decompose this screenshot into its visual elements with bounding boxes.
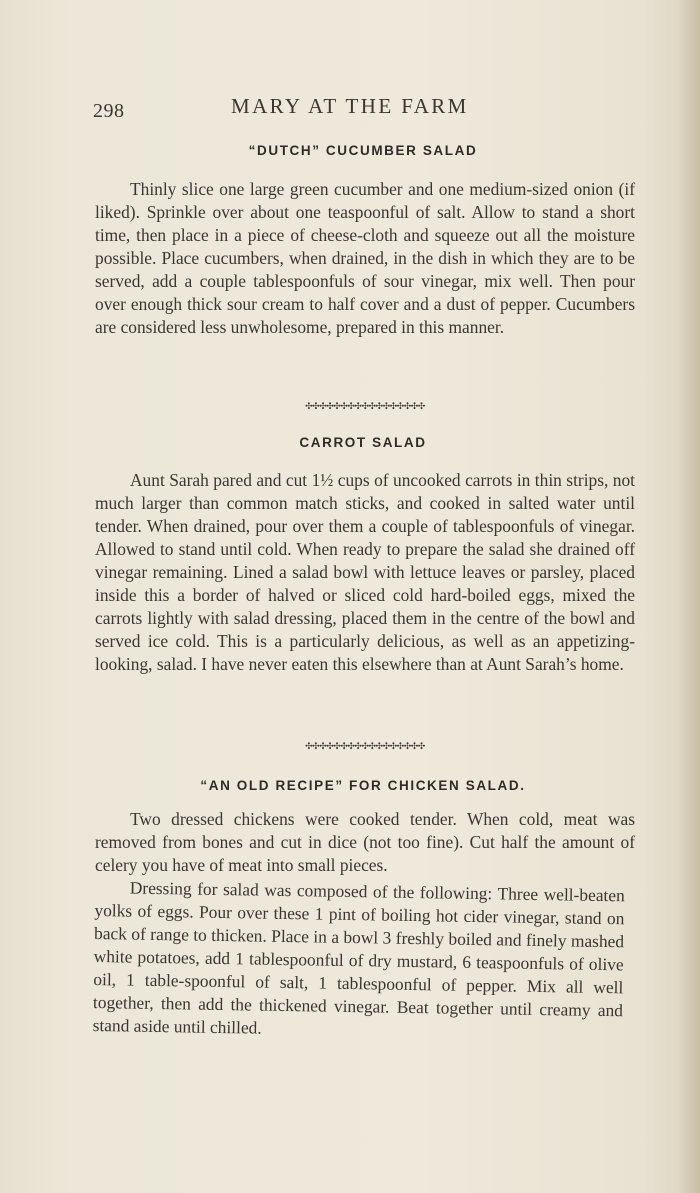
ornament-divider: ✣✣✣✣✣✣✣✣✣✣✣✣✣✣✣✣✣: [305, 402, 425, 412]
paragraph-dutch-cucumber-salad: Thinly slice one large green cucumber and one medium-sized onion (if liked). Sprinkle over about one teaspoonful of salt. Allow to stand a short time, then place in a piece of cheese-cloth and squeeze out all the moisture possible. Place cucumbers, when drained, in the dish in which they are to be served, add a couple tablespoonfuls of sour vinegar, mix well. Then pour over enough thick sour cream to half cover and a dust of pepper. Cucumbers are considered less unwholesome, prepared in this manner.: [95, 179, 635, 337]
running-head: [93, 92, 633, 122]
paragraph-chicken-salad-1: Two dressed chickens were cooked tender. When cold, meat was removed from bones and cut in dice (not too fine). Cut half the amount of celery you have of meat into small pieces.: [95, 809, 635, 875]
paragraph-chicken-salad-dressing: Dressing for salad was composed of the following: Three well-beaten yolks of eggs. Pour over these 1 pint of boiling hot cider vinegar, stand on back of range to thicken. Place in a bowl 3 freshly boiled and finely mashed white potatoes, add 1 tablespoonful of dry mustard, 6 teaspoonfuls of olive oil, 1 table-spoonful of salt, 1 tablespoonful of pepper. Mix all well together, then add the thickened vinegar. Beat together until creamy and stand aside until chilled.: [92, 877, 625, 1038]
running-title: MARY AT THE FARM: [231, 94, 469, 118]
section-heading-dutch-cucumber-salad: “DUTCH” CUCUMBER SALAD: [248, 143, 478, 158]
page-number: 298: [93, 100, 125, 122]
page-edge-shadow: [678, 0, 700, 1193]
paragraph-carrot-salad: Aunt Sarah pared and cut 1½ cups of uncooked carrots in thin strips, not much larger than common match sticks, and cooked in salted water until tender. When drained, pour over them a couple of tablespoonfuls of vinegar. Allowed to stand until cold. When ready to prepare the salad she drained off vinegar remaining. Lined a salad bowl with lettuce leaves or parsley, placed inside this a border of halved or sliced cold hard-boiled eggs, mixed the carrots lightly with salad dressing, placed them in the centre of the bowl and served ice cold. This is a particularly delicious, as well as an appetizing-looking, salad. I have never eaten this elsewhere than at Aunt Sarah’s home.: [95, 470, 635, 674]
ornament-divider: ✣✣✣✣✣✣✣✣✣✣✣✣✣✣✣✣✣: [305, 742, 425, 752]
section-heading-carrot-salad: CARROT SALAD: [299, 435, 427, 450]
section-heading-chicken-salad: “AN OLD RECIPE” FOR CHICKEN SALAD.: [200, 778, 526, 793]
